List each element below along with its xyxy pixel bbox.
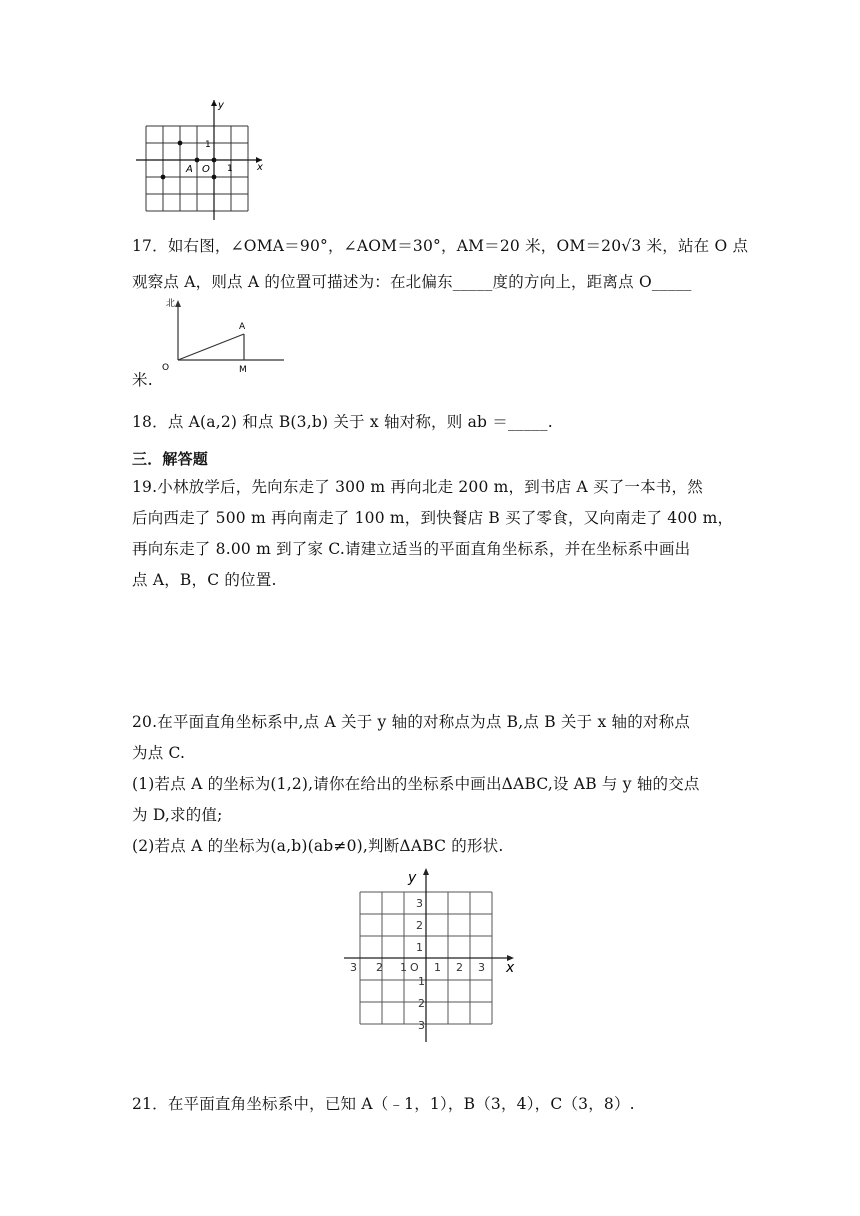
x-tick-label: 1 <box>434 961 441 974</box>
point <box>212 158 217 163</box>
point-O-label: O <box>162 363 170 373</box>
q20-line-5: (2)若点 A 的坐标为(a,b)(ab≠0),判断ΔABC 的形状. <box>132 837 504 855</box>
q19-line-2: 后向西走了 500 m 再向南走了 100 m，到快餐店 B 买了零食，又向南走了 400 m， <box>132 509 734 527</box>
y-axis-label: y <box>218 100 224 111</box>
tick-1-y: 1 <box>205 140 211 150</box>
origin-label: O <box>202 164 210 175</box>
x-tick-label: 2 <box>456 961 463 974</box>
q20-line-3: (1)若点 A 的坐标为(1,2),请你在给出的坐标系中画出ΔABC,设 AB 与 y 轴的交点 <box>132 775 700 793</box>
x-tick-label: 2 <box>376 961 383 974</box>
q17-line-3: 米. <box>132 371 153 389</box>
x-tick-label: 1 <box>400 961 407 974</box>
q18-text: 18．点 A(a,2) 和点 B(3,b) 关于 x 轴对称，则 ab ＝_____. <box>132 413 553 431</box>
point-A-label: A <box>186 164 193 175</box>
q17-line-2: 观察点 A，则点 A 的位置可描述为：在北偏东_____度的方向上，距离点 O_____ <box>132 273 692 291</box>
segment-OA <box>178 334 244 360</box>
q19-line-1: 19.小林放学后，先向东走了 300 m 再向北走 200 m，到书店 A 买了一本书，然 <box>132 478 703 496</box>
y-tick-label: 3 <box>416 897 423 910</box>
tick-1-x: 1 <box>227 164 233 174</box>
q21-text: 21．在平面直角坐标系中，已知 A（﹣1，1），B（3，4），C（3，8）. <box>132 1095 635 1113</box>
y-tick-label: 1 <box>416 941 423 954</box>
origin-label: O <box>410 961 419 974</box>
y-tick-label: 2 <box>418 997 425 1010</box>
point <box>161 175 166 180</box>
point <box>212 175 217 180</box>
x-tick-label: 3 <box>478 961 485 974</box>
y-tick-label: 1 <box>418 975 425 988</box>
q19-line-3: 再向东走了 8.00 m 到了家 C.请建立适当的平面直角坐标系，并在坐标系中画出 <box>132 540 691 558</box>
x-tick-label: 3 <box>350 961 357 974</box>
point-A-label: A <box>239 322 246 332</box>
q17-line-1: 17．如右图，∠OMA＝90°，∠AOM＝30°，AM＝20 米，OM＝20√3 米，站在 O 点 <box>132 237 749 255</box>
q20-line-2: 为点 C. <box>132 744 186 762</box>
figure-17 <box>152 294 292 376</box>
grid-figure-1 <box>130 96 270 224</box>
point <box>178 141 183 146</box>
point-M-label: M <box>239 365 247 375</box>
point <box>195 158 200 163</box>
north-label: 北 <box>166 299 176 309</box>
x-axis-label: x <box>506 960 515 976</box>
y-tick-label: 2 <box>416 919 423 932</box>
y-tick-label: 3 <box>418 1019 425 1032</box>
y-axis-label: y <box>408 870 417 886</box>
section-title: 三．解答题 <box>132 450 209 468</box>
q20-line-4: 为 D,求的值; <box>132 806 223 824</box>
q19-line-4: 点 A，B，C 的位置. <box>132 571 277 589</box>
coordinate-grid-20 <box>338 864 528 1048</box>
x-axis-label: x <box>257 162 263 173</box>
q20-line-1: 20.在平面直角坐标系中,点 A 关于 y 轴的对称点为点 B,点 B 关于 x 轴的对称点 <box>132 713 691 731</box>
